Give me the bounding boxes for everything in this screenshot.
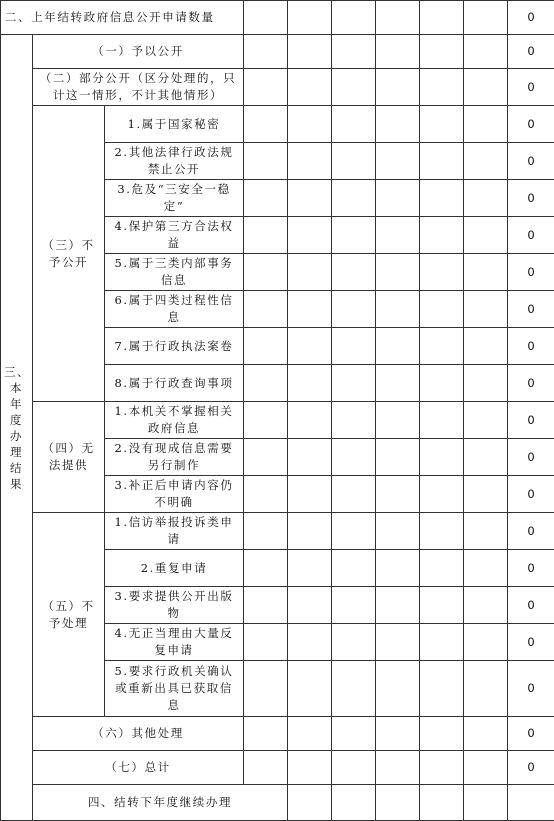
empty-cell [464,69,508,106]
empty-cell [420,180,464,217]
total-value: 0 [508,106,554,143]
empty-cell [288,439,332,476]
empty-cell [244,751,288,785]
table-row [1,785,554,821]
total-value: 0 [508,513,554,550]
empty-cell [244,476,288,513]
section-3-label [1,35,33,821]
empty-cell [464,550,508,587]
empty-cell [376,402,420,439]
empty-cell [420,439,464,476]
empty-cell [376,69,420,106]
empty-cell [464,439,508,476]
row-label: （二）部分公开（区分处理的，只计这一情形，不计其他情形） [33,69,244,106]
empty-cell [376,661,420,717]
empty-cell [420,106,464,143]
table-row [1,1,554,35]
empty-cell [464,143,508,180]
row-label: （一）予以公开 [33,35,244,69]
empty-cell [288,587,332,624]
empty-cell [332,1,376,35]
empty-cell [376,785,420,821]
empty-cell [288,180,332,217]
empty-cell [244,217,288,254]
empty-cell [332,550,376,587]
row-label: 2.重复申请 [105,550,244,587]
empty-cell [288,217,332,254]
empty-cell [332,661,376,717]
group-5-label: （五）不予处理 [33,513,105,717]
empty-cell [420,69,464,106]
empty-cell [288,624,332,661]
empty-cell [244,143,288,180]
empty-cell [288,402,332,439]
total-value: 0 [508,35,554,69]
empty-cell [332,328,376,365]
empty-cell [508,785,554,821]
empty-cell [244,550,288,587]
empty-cell [376,143,420,180]
group-3-label: （三）不予公开 [33,106,105,402]
empty-cell [332,785,376,821]
total-value: 0 [508,624,554,661]
empty-cell [376,717,420,751]
empty-cell [244,106,288,143]
empty-cell [376,106,420,143]
total-value: 0 [508,717,554,751]
empty-cell [420,1,464,35]
empty-cell [464,661,508,717]
empty-cell [376,217,420,254]
empty-cell [332,106,376,143]
empty-cell [288,143,332,180]
table-row [1,69,554,106]
empty-cell [464,513,508,550]
empty-cell [332,717,376,751]
row-label: 7.属于行政执法案卷 [105,328,244,365]
empty-cell [376,513,420,550]
table-row [1,106,554,143]
empty-cell [332,365,376,402]
empty-cell [464,254,508,291]
row-label: 1.本机关不掌握相关政府信息 [105,402,244,439]
row-label: 2.没有现成信息需要另行制作 [105,439,244,476]
empty-cell [244,717,288,751]
empty-cell [420,717,464,751]
empty-cell [464,291,508,328]
empty-cell [464,751,508,785]
table-row [1,402,554,439]
total-value: 0 [508,751,554,785]
row-label: 1.信访举报投诉类申请 [105,513,244,550]
empty-cell [332,476,376,513]
total-value: 0 [508,254,554,291]
empty-cell [420,513,464,550]
empty-cell [376,439,420,476]
empty-cell [420,587,464,624]
empty-cell [464,328,508,365]
empty-cell [288,785,332,821]
empty-cell [464,785,508,821]
empty-cell [420,35,464,69]
empty-cell [376,751,420,785]
empty-cell [244,402,288,439]
section-3-text: 三、本年度办理结果 [4,365,30,491]
empty-cell [244,1,288,35]
empty-cell [420,402,464,439]
empty-cell [288,328,332,365]
total-value: 0 [508,291,554,328]
empty-cell [420,751,464,785]
empty-cell [464,180,508,217]
empty-cell [332,587,376,624]
total-value: 0 [508,365,554,402]
empty-cell [420,217,464,254]
empty-cell [244,254,288,291]
empty-cell [332,69,376,106]
empty-cell [288,661,332,717]
total-value: 0 [508,143,554,180]
total-value: 0 [508,217,554,254]
empty-cell [376,476,420,513]
total-value: 0 [508,402,554,439]
empty-cell [244,513,288,550]
total-value: 0 [508,550,554,587]
empty-cell [420,550,464,587]
empty-cell [420,661,464,717]
empty-cell [420,291,464,328]
empty-cell [376,587,420,624]
row-label: 二、上年结转政府信息公开申请数量 [1,1,244,35]
empty-cell [288,291,332,328]
empty-cell [420,785,464,821]
empty-cell [288,513,332,550]
empty-cell [288,69,332,106]
row-label: 4.保护第三方合法权益 [105,217,244,254]
row-label: 3.危及“三安全一稳定” [105,180,244,217]
empty-cell [464,402,508,439]
empty-cell [464,624,508,661]
empty-cell [420,254,464,291]
table-row [1,751,554,785]
empty-cell [332,439,376,476]
empty-cell [332,254,376,291]
empty-cell [288,476,332,513]
empty-cell [288,1,332,35]
empty-cell [332,513,376,550]
empty-cell [420,624,464,661]
total-value: 0 [508,439,554,476]
empty-cell [332,217,376,254]
empty-cell [376,550,420,587]
total-value: 0 [508,180,554,217]
empty-cell [244,661,288,717]
row-label: 5.属于三类内部事务信息 [105,254,244,291]
empty-cell [244,365,288,402]
empty-cell [288,550,332,587]
empty-cell [288,751,332,785]
table-row [1,717,554,751]
total-value: 0 [508,661,554,717]
empty-cell [332,143,376,180]
row-label: 3.要求提供公开出版物 [105,587,244,624]
empty-cell [288,717,332,751]
row-label: （六）其他处理 [33,717,244,751]
row-label: 2.其他法律行政法规禁止公开 [105,143,244,180]
empty-cell [464,476,508,513]
empty-cell [464,717,508,751]
empty-cell [376,328,420,365]
empty-cell [244,439,288,476]
empty-cell [244,328,288,365]
row-label: （七）总计 [33,751,244,785]
total-value: 0 [508,587,554,624]
total-value: 0 [508,476,554,513]
empty-cell [244,35,288,69]
empty-cell [464,217,508,254]
empty-cell [244,587,288,624]
row-label: 5.要求行政机关确认或重新出具已获取信息 [105,661,244,717]
empty-cell [376,254,420,291]
empty-cell [376,1,420,35]
empty-cell [376,180,420,217]
empty-cell [464,35,508,69]
empty-cell [288,106,332,143]
empty-cell [332,624,376,661]
empty-cell [376,365,420,402]
empty-cell [332,180,376,217]
empty-cell [244,69,288,106]
empty-cell [244,291,288,328]
empty-cell [288,365,332,402]
row-label: 4.无正当理由大量反复申请 [105,624,244,661]
table-row [1,513,554,550]
empty-cell [332,35,376,69]
empty-cell [244,180,288,217]
empty-cell [420,143,464,180]
empty-cell [288,35,332,69]
total-value: 0 [508,69,554,106]
row-label: 1.属于国家秘密 [105,106,244,143]
group-4-label: （四）无法提供 [33,402,105,513]
empty-cell [464,365,508,402]
row-label: 四、结转下年度继续办理 [33,785,288,821]
empty-cell [464,106,508,143]
empty-cell [420,328,464,365]
table-row [1,35,554,69]
empty-cell [376,291,420,328]
row-label: 6.属于四类过程性信息 [105,291,244,328]
empty-cell [464,587,508,624]
row-label: 8.属于行政查询事项 [105,365,244,402]
empty-cell [332,402,376,439]
empty-cell [332,751,376,785]
row-label: 3.补正后申请内容仍不明确 [105,476,244,513]
empty-cell [244,624,288,661]
total-value: 0 [508,328,554,365]
total-value: 0 [508,1,554,35]
empty-cell [376,35,420,69]
empty-cell [464,1,508,35]
empty-cell [376,624,420,661]
empty-cell [332,291,376,328]
empty-cell [420,476,464,513]
empty-cell [420,365,464,402]
empty-cell [288,254,332,291]
